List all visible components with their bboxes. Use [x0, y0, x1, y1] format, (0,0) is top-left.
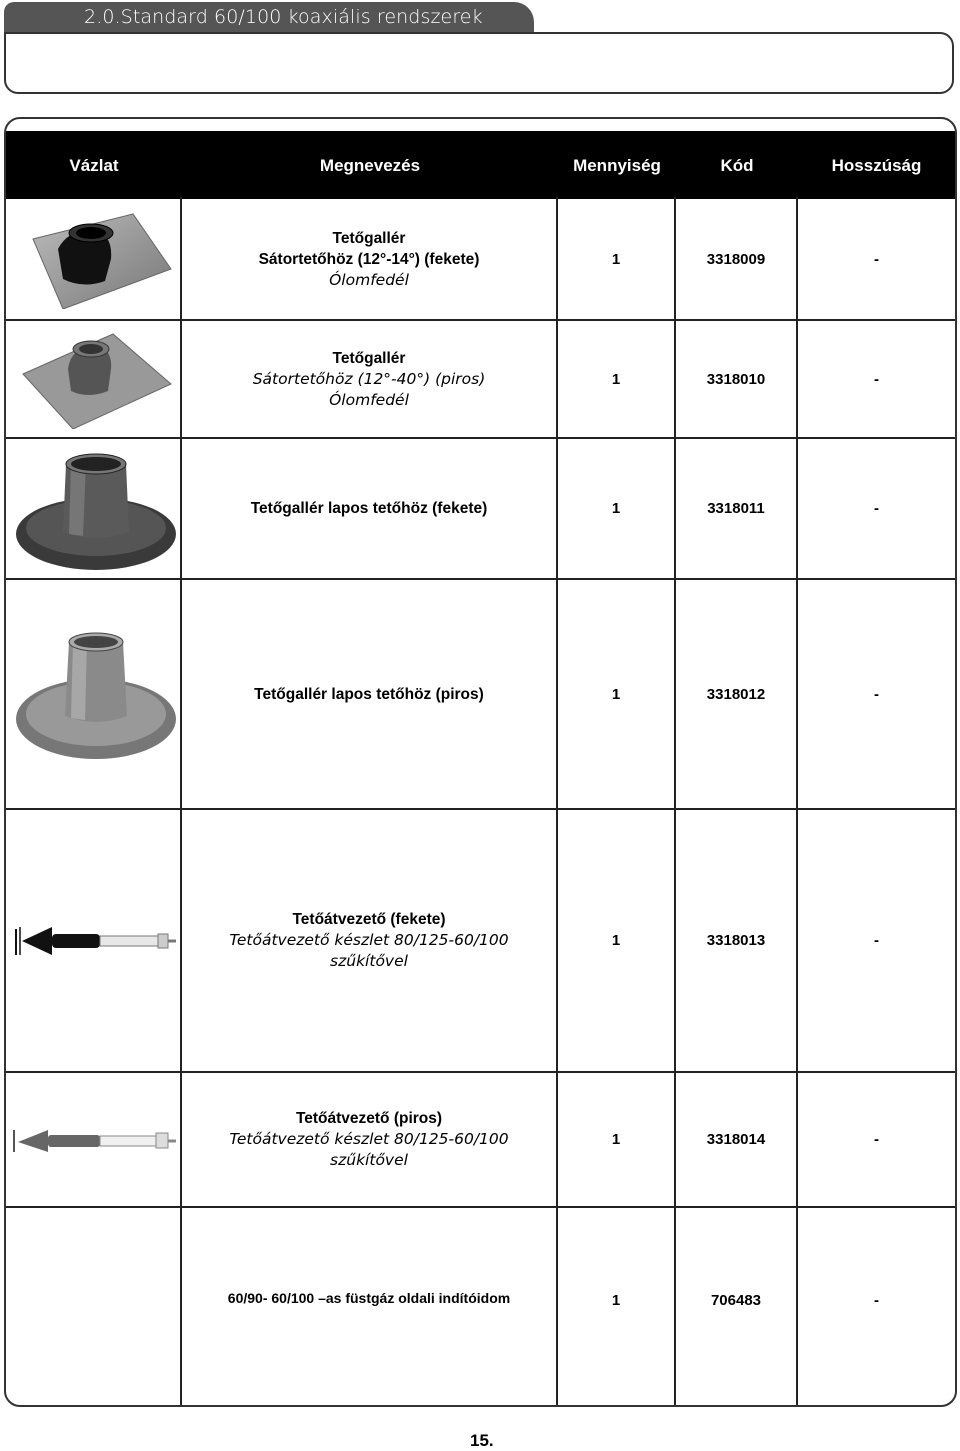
row-2-name-line3: Ólomfedél — [329, 390, 409, 409]
roof-terminal-red-image — [6, 1073, 180, 1206]
section-title: 2.0.Standard 60/100 koaxiális rendszerek — [84, 6, 483, 28]
roof-flashing-pitched-red-image — [6, 321, 180, 437]
row-2-name-line1: Tetőgallér — [332, 349, 406, 367]
row-5-name — [182, 810, 556, 1071]
row-4-quantity: 1 — [611, 685, 621, 703]
col-header-quantity: Mennyiség — [573, 156, 661, 175]
page-number: 15. — [470, 1431, 494, 1450]
row-3-name-line1: Tetőgallér lapos tetőhöz (fekete) — [250, 500, 488, 517]
row-7-name-line1: 60/90- 60/100 –as füstgáz oldali indítóidom — [227, 1289, 511, 1306]
col-header-code: Kód — [720, 156, 754, 175]
row-5-name-line1: Tetőátvezető (fekete) — [292, 911, 446, 928]
row-6-name — [182, 1073, 556, 1206]
row-1-name — [182, 199, 556, 319]
row-1-name-line3: Ólomfedél — [329, 270, 409, 289]
roof-terminal-black-image — [6, 810, 180, 1071]
row-5-quantity: 1 — [611, 932, 621, 949]
row-3-length: - — [874, 500, 879, 517]
section-tab — [4, 2, 534, 32]
row-1-name-line1: Tetőgallér — [332, 229, 406, 247]
row-7-code: 706483 — [710, 1291, 762, 1309]
row-4-code: 3318012 — [706, 685, 766, 703]
row-3-name — [182, 439, 556, 578]
row-5-name-line3: szűkítővel — [330, 952, 408, 970]
col-header-length: Hosszúság — [831, 156, 922, 175]
row-2-name — [182, 321, 556, 437]
row-3-code: 3318011 — [707, 500, 765, 517]
row-4-name-line1: Tetőgallér lapos tetőhöz (piros) — [254, 685, 484, 703]
row-1-code: 3318009 — [706, 250, 766, 268]
row-5-length: - — [874, 932, 879, 949]
title-box — [4, 32, 954, 94]
col-header-sketch: Vázlat — [69, 156, 119, 175]
roof-flashing-pitched-black-image — [6, 199, 180, 319]
row-3-quantity: 1 — [611, 500, 621, 517]
row-6-name-line1: Tetőátvezető (piros) — [295, 1110, 443, 1127]
product-table — [4, 117, 957, 1407]
row-1-name-line2: Sátortetőhöz (12°-14°) (fekete) — [258, 250, 480, 268]
row-7-name — [182, 1208, 556, 1388]
row-2-length: - — [874, 370, 879, 388]
row-6-quantity: 1 — [611, 1131, 621, 1148]
row-7-length: - — [874, 1291, 879, 1309]
roof-flashing-flat-red-image — [6, 580, 180, 808]
col-header-name: Megnevezés — [319, 156, 421, 175]
row-6-name-line3: szűkítővel — [330, 1151, 408, 1169]
row-7-quantity: 1 — [611, 1291, 621, 1309]
row-2-code: 3318010 — [706, 370, 766, 388]
row-6-length: - — [874, 1131, 879, 1148]
row-2-name-line2: Sátortetőhöz (12°-40°) (piros) — [252, 369, 486, 388]
table-header — [6, 131, 955, 199]
roof-flashing-flat-black-image — [6, 439, 180, 578]
row-2-quantity: 1 — [611, 370, 621, 388]
row-6-code: 3318014 — [706, 1131, 766, 1148]
row-1-quantity: 1 — [611, 250, 621, 268]
row-5-name-line2: Tetőátvezető készlet 80/125-60/100 — [229, 931, 509, 949]
row-6-name-line2: Tetőátvezető készlet 80/125-60/100 — [229, 1130, 509, 1148]
row-1-length: - — [874, 250, 879, 268]
row-5-code: 3318013 — [706, 932, 766, 949]
row-4-length: - — [874, 685, 879, 703]
row-4-name — [182, 580, 556, 808]
